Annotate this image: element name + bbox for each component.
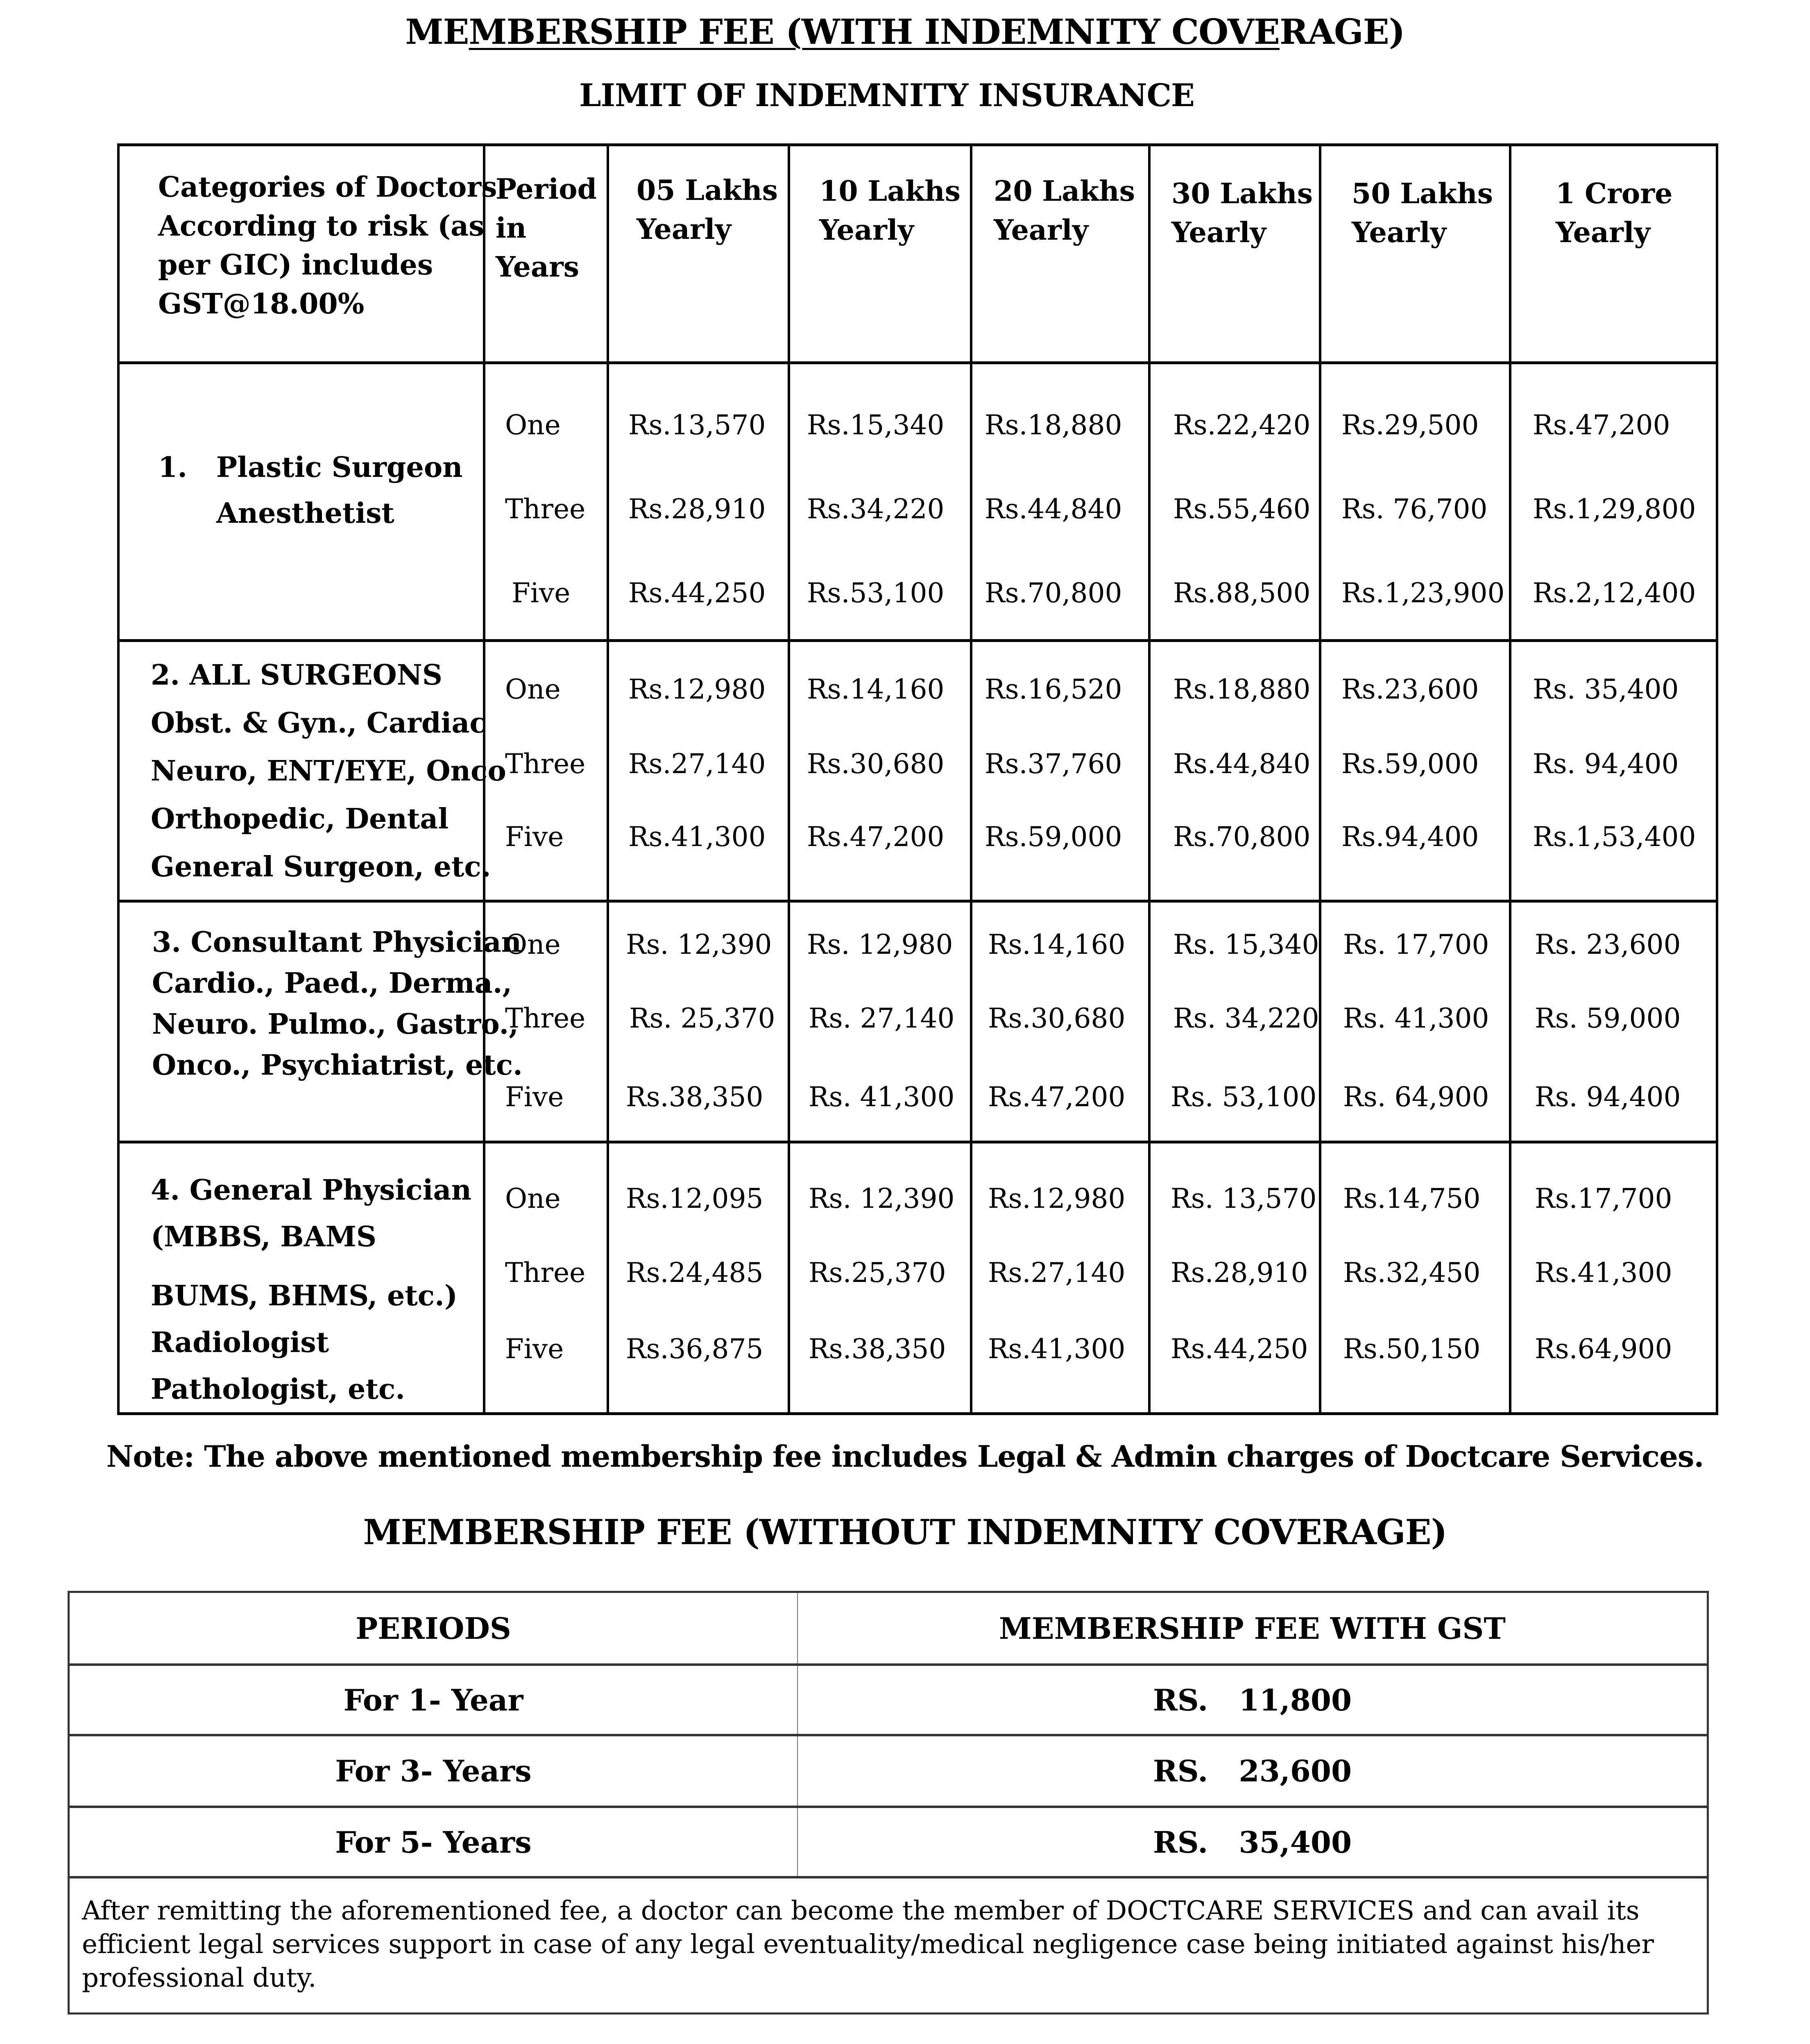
header-limit-1-crore bbox=[1556, 175, 1672, 252]
header-category-line: GST@18.00% bbox=[158, 288, 365, 320]
fee-cell: Rs.34,220 bbox=[807, 493, 945, 525]
category-line: Radiologist bbox=[151, 1326, 329, 1359]
fee-cell: Rs. 25,370 bbox=[629, 1003, 775, 1034]
fee-cell: Rs. 17,700 bbox=[1343, 929, 1489, 960]
period-cell: Five bbox=[512, 577, 571, 609]
fee-cell: Rs.16,520 bbox=[985, 674, 1122, 705]
fee-cell: Rs. 12,980 bbox=[807, 929, 953, 960]
fee-cell: Rs.14,160 bbox=[988, 929, 1126, 960]
header-category-line: per GIC) includes bbox=[158, 249, 433, 281]
fee-cell: Rs.44,840 bbox=[1173, 748, 1311, 780]
table-border bbox=[117, 143, 120, 1415]
header-period bbox=[496, 170, 597, 287]
column-divider bbox=[970, 143, 972, 1415]
fee-cell: Rs.59,000 bbox=[985, 821, 1122, 853]
header-limit-freq: Yearly bbox=[1556, 216, 1651, 249]
fee-cell: Rs. 23,600 bbox=[1535, 929, 1681, 960]
header-periods: PERIODS bbox=[70, 1593, 798, 1663]
fee-cell: Rs. 41,300 bbox=[1343, 1003, 1489, 1034]
category-line: (MBBS, BAMS bbox=[151, 1221, 377, 1253]
fee-cell: Rs.53,100 bbox=[807, 577, 945, 609]
fee-cell: Rs. 35,400 bbox=[1533, 674, 1679, 705]
fee-cell: Rs.1,53,400 bbox=[1533, 821, 1696, 853]
fee-cell: Rs.38,350 bbox=[626, 1081, 763, 1113]
page-title bbox=[0, 11, 1810, 52]
header-limit-freq: Yearly bbox=[1352, 216, 1447, 249]
membership-description: After remitting the aforementioned fee, a doctor can become the member of DOCTCARE SERVICES and can avail its efficient legal services support in case of any legal eventuality/medical negligence case being initiated against his/her professional duty. bbox=[82, 1896, 1654, 1993]
header-limit-30-lakhs bbox=[1171, 175, 1313, 252]
fee-cell: Rs.30,680 bbox=[988, 1003, 1126, 1034]
fee-cell: Rs. 64,900 bbox=[1343, 1081, 1489, 1113]
fee-cell: Rs. 59,000 bbox=[1535, 1003, 1681, 1034]
period-label: For 1- Year bbox=[70, 1666, 798, 1734]
period-cell: One bbox=[505, 929, 561, 960]
fee-cell: Rs.50,150 bbox=[1343, 1333, 1481, 1365]
fee-cell: Rs.94,400 bbox=[1341, 821, 1479, 853]
fee-cell: Rs.70,800 bbox=[985, 577, 1122, 609]
header-limit-freq: Yearly bbox=[819, 214, 914, 247]
fee-cell: Rs.1,29,800 bbox=[1533, 493, 1696, 525]
category-general-physician bbox=[151, 1167, 471, 1413]
header-limit-05-lakhs bbox=[637, 171, 778, 249]
category-all-surgeons bbox=[151, 651, 506, 891]
subtitle: LIMIT OF INDEMNITY INSURANCE bbox=[579, 77, 1194, 113]
category-consultant-physician bbox=[152, 922, 523, 1086]
fee-cell: Rs.44,250 bbox=[628, 577, 766, 609]
fee-cell: Rs.28,910 bbox=[628, 493, 766, 525]
title-post: RAGE) bbox=[1279, 11, 1405, 52]
period-cell: Three bbox=[505, 1257, 586, 1289]
fee-cell: Rs.12,980 bbox=[628, 674, 766, 705]
fee-cell: Rs.18,880 bbox=[1173, 674, 1311, 705]
fee-cell: Rs.27,140 bbox=[988, 1257, 1126, 1289]
row-divider bbox=[117, 1141, 1718, 1143]
category-line: Cardio., Paed., Derma., bbox=[152, 967, 512, 1000]
fee-cell: Rs.30,680 bbox=[807, 748, 945, 780]
header-membership-fee: MEMBERSHIP FEE WITH GST bbox=[999, 1611, 1506, 1646]
fee-cell: Rs.70,800 bbox=[1173, 821, 1311, 853]
fee-table-row bbox=[70, 1736, 1707, 1808]
category-line: Orthopedic, Dental bbox=[151, 803, 449, 835]
period-cell: Three bbox=[505, 748, 586, 780]
table-border bbox=[117, 143, 1718, 146]
fee-cell: Rs.13,570 bbox=[628, 409, 766, 441]
header-limit-amount: 50 Lakhs bbox=[1352, 177, 1493, 210]
fee-cell: Rs.1,23,900 bbox=[1341, 577, 1505, 609]
category-line: 1. Plastic Surgeon bbox=[158, 451, 463, 484]
fee-value: RS. 35,400 bbox=[1153, 1824, 1352, 1860]
header-limit-20-lakhs bbox=[994, 172, 1135, 250]
fee-cell: Rs.28,910 bbox=[1171, 1257, 1308, 1289]
fee-cell: Rs.23,600 bbox=[1341, 674, 1479, 705]
period-cell: Five bbox=[505, 1081, 564, 1113]
fee-cell: Rs. 27,140 bbox=[809, 1003, 955, 1034]
header-limit-amount: 30 Lakhs bbox=[1171, 177, 1313, 210]
header-period-line: Years bbox=[496, 251, 580, 284]
period-cell: Three bbox=[505, 493, 586, 525]
header-limit-freq: Yearly bbox=[1171, 216, 1266, 249]
header-limit-10-lakhs bbox=[819, 172, 961, 250]
fee-cell: Rs. 94,400 bbox=[1535, 1081, 1681, 1113]
fee-cell: Rs.59,000 bbox=[1341, 748, 1479, 780]
fee-cell: Rs.2,12,400 bbox=[1533, 577, 1696, 609]
category-line: Obst. & Gyn., Cardiac bbox=[151, 707, 487, 740]
fee-cell: Rs.44,250 bbox=[1171, 1333, 1308, 1365]
header-limit-50-lakhs bbox=[1352, 175, 1493, 252]
header-limit-freq: Yearly bbox=[637, 213, 732, 246]
category-line: 3. Consultant Physician bbox=[152, 926, 522, 959]
period-cell: One bbox=[505, 1183, 561, 1214]
fee-cell: Rs.12,980 bbox=[988, 1183, 1126, 1214]
column-divider bbox=[1319, 143, 1321, 1415]
category-line: Neuro. Pulmo., Gastro., bbox=[152, 1008, 519, 1041]
fee-cell: Rs.14,160 bbox=[807, 674, 945, 705]
indemnity-fee-table bbox=[117, 143, 1718, 1415]
table-border bbox=[1716, 143, 1718, 1415]
column-divider bbox=[607, 143, 609, 1415]
fee-cell: Rs. 13,570 bbox=[1171, 1183, 1317, 1214]
fee-cell: Rs.88,500 bbox=[1173, 577, 1311, 609]
category-line: BUMS, BHMS, etc.) bbox=[151, 1279, 458, 1312]
fee-cell: Rs.37,760 bbox=[985, 748, 1122, 780]
title-pre: ME bbox=[405, 11, 469, 52]
period-cell: Five bbox=[505, 821, 564, 853]
header-limit-amount: 20 Lakhs bbox=[994, 175, 1135, 208]
category-line: Anesthetist bbox=[158, 497, 394, 530]
fee-cell: Rs.36,875 bbox=[626, 1333, 763, 1365]
fee-cell: Rs. 12,390 bbox=[809, 1183, 955, 1214]
fee-cell: Rs.17,700 bbox=[1535, 1183, 1672, 1214]
note-text: Note: The above mentioned membership fee includes Legal & Admin charges of Doctcare Services. bbox=[106, 1439, 1704, 1474]
header-period-line: in bbox=[496, 212, 527, 245]
period-cell: One bbox=[505, 409, 561, 441]
fee-cell: Rs.41,300 bbox=[1535, 1257, 1672, 1289]
fee-cell: Rs.14,750 bbox=[1343, 1183, 1481, 1214]
category-plastic-surgeon bbox=[158, 445, 463, 536]
header-period-line: Period bbox=[496, 173, 597, 206]
fee-cell: Rs.64,900 bbox=[1535, 1333, 1672, 1365]
fee-cell: Rs. 41,300 bbox=[809, 1081, 955, 1113]
fee-cell: Rs.22,420 bbox=[1173, 409, 1311, 441]
row-divider bbox=[117, 361, 1718, 364]
fee-cell: Rs.27,140 bbox=[628, 748, 766, 780]
fee-cell: Rs.47,200 bbox=[1533, 409, 1670, 441]
category-line: 2. ALL SURGEONS bbox=[151, 659, 443, 692]
fee-cell: Rs. 12,390 bbox=[626, 929, 772, 960]
fee-table-row bbox=[70, 1808, 1707, 1878]
period-cell: Three bbox=[505, 1003, 586, 1034]
fee-cell: Rs.29,500 bbox=[1341, 409, 1479, 441]
title-underlined: MBERSHIP FEE (WITH INDEMNITY COVE bbox=[469, 11, 1280, 52]
fee-cell: Rs. 15,340 bbox=[1173, 929, 1319, 960]
period-label: For 3- Years bbox=[70, 1736, 798, 1806]
category-line: 4. General Physician bbox=[151, 1174, 472, 1207]
row-divider bbox=[117, 639, 1718, 642]
fee-cell: Rs.47,200 bbox=[807, 821, 945, 853]
category-line: Onco., Psychiatrist, etc. bbox=[152, 1049, 523, 1082]
fee-cell: Rs. 94,400 bbox=[1533, 748, 1679, 780]
period-cell: One bbox=[505, 674, 561, 705]
header-limit-freq: Yearly bbox=[994, 214, 1089, 247]
fee-cell: Rs.47,200 bbox=[988, 1081, 1126, 1113]
fee-cell: Rs.41,300 bbox=[988, 1333, 1126, 1365]
fee-cell: Rs. 76,700 bbox=[1341, 493, 1488, 525]
category-line: Neuro, ENT/EYE, Onco bbox=[151, 755, 506, 787]
fee-cell: Rs.24,485 bbox=[626, 1257, 763, 1289]
category-line: General Surgeon, etc. bbox=[151, 851, 491, 883]
membership-fee-table bbox=[68, 1591, 1709, 2015]
section-title-without-indemnity: MEMBERSHIP FEE (WITHOUT INDEMNITY COVERAGE) bbox=[363, 1512, 1447, 1552]
fee-value: RS. 11,800 bbox=[1153, 1682, 1352, 1717]
header-category-line: Categories of Doctors bbox=[158, 171, 497, 204]
period-cell: Five bbox=[505, 1333, 564, 1365]
fee-cell: Rs.12,095 bbox=[626, 1183, 763, 1214]
fee-cell: Rs.41,300 bbox=[628, 821, 766, 853]
header-limit-amount: 10 Lakhs bbox=[819, 175, 961, 208]
column-divider bbox=[1509, 143, 1511, 1415]
category-line: Pathologist, etc. bbox=[151, 1373, 405, 1406]
fee-table-header-row bbox=[70, 1593, 1707, 1666]
fee-cell: Rs.25,370 bbox=[809, 1257, 946, 1289]
fee-value: RS. 23,600 bbox=[1153, 1754, 1352, 1788]
fee-cell: Rs.44,840 bbox=[985, 493, 1122, 525]
fee-cell: Rs.38,350 bbox=[809, 1333, 946, 1365]
period-label: For 5- Years bbox=[70, 1808, 798, 1876]
table-border bbox=[117, 1412, 1718, 1415]
fee-cell: Rs.55,460 bbox=[1173, 493, 1311, 525]
fee-cell: Rs. 53,100 bbox=[1171, 1081, 1317, 1113]
fee-cell: Rs.15,340 bbox=[807, 409, 945, 441]
header-category-line: According to risk (as bbox=[158, 210, 485, 243]
row-divider bbox=[117, 900, 1718, 903]
header-limit-amount: 1 Crore bbox=[1556, 177, 1673, 210]
fee-cell: Rs. 34,220 bbox=[1173, 1003, 1319, 1034]
fee-table-row bbox=[70, 1666, 1707, 1736]
column-divider bbox=[788, 143, 790, 1415]
column-divider bbox=[1148, 143, 1151, 1415]
fee-cell: Rs.18,880 bbox=[985, 409, 1122, 441]
header-limit-amount: 05 Lakhs bbox=[637, 174, 778, 207]
fee-cell: Rs.32,450 bbox=[1343, 1257, 1481, 1289]
header-category bbox=[158, 168, 497, 324]
